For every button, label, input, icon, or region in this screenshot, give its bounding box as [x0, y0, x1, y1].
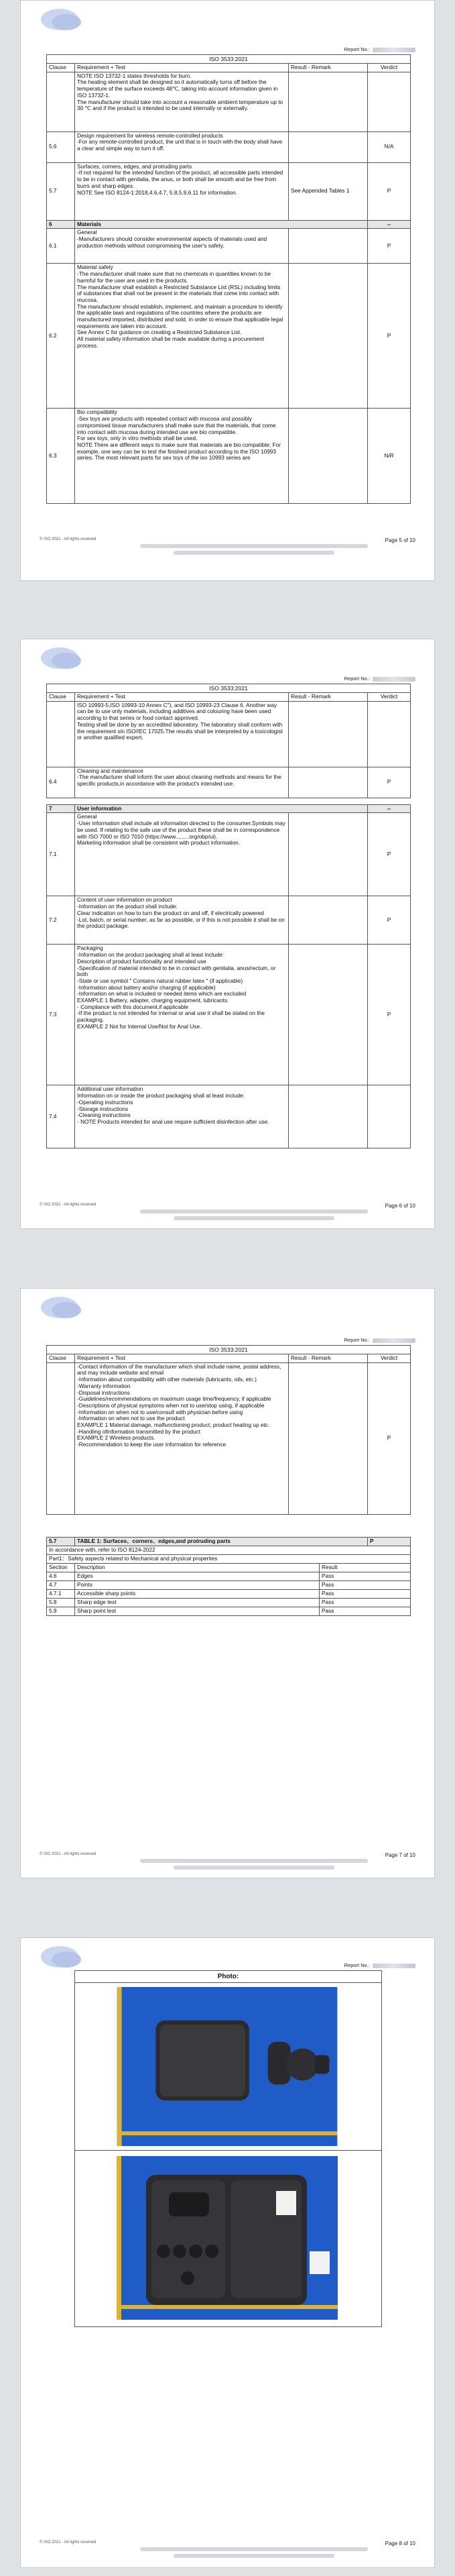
report-number: Report No.: [344, 1962, 415, 1968]
table-row: 4.7 Points Pass [47, 1580, 411, 1589]
header-verdict: Verdict [368, 693, 411, 702]
page-footer: © ISO 2021 - All rights reserved Page 8 of 10 [40, 2540, 415, 2544]
header-clause: Clause [47, 64, 75, 72]
table-row: 5.7 Surfaces, corners, edges, and protruding parts -If not required for the intended function of the product, all accessible parts intended to be in contact with genitalia, the anus, or both shall be smooth and be free from burrs and sharp edges. NOTE See ISO 8124-1:2018,4.6,4.7, 5.8,5.9,6.11 for information. See Appended Tables 1 P [47, 162, 411, 220]
section-row-materials: 6 Materials -- [47, 220, 411, 229]
table-row: 7.3 Packaging -Information on the product packaging shall at least include: Description of product functionality and intended use -Specification of material intended to be in contact with genitalia, anus/rectum, or both -State or use symbol " Contains natural rubber latex " (if applicable) -Information about battery and/or charging (if applicable) -Information on what is included or needed items which are excluded EXAMPLE 1 Battery, adapter, charging equipment, lubricants. - Compliance with this document,if applicable -If the product is not intended for internal or anal use it shall be stated on the packaging. EXAMPLE 2 Not for Internal Use/Not for Anal Use. P [47, 945, 411, 1085]
report-number: Report No.: [344, 676, 415, 682]
table-row: -Contact information of the manufacturer which shall include name, postal address, and may include website and email -Information about compatibility with other materials (lubricants, oils, etc.) -Warranty information -Disposal instructions -Guidelines/recommendations on maximum usage time/frequency, if applicable -Descriptions of physical symptoms when not to use/stop using, if applicable -Information on when not to use/consult with physician before using -Information on when not to use the product EXAMPLE 1 Material damage, malfunctioning product, product heating up etc. -Handling ofinformation transmitted by the product EXAMPLE 2 Wireless products. -Recommendation to keep the user information for reference P [47, 1362, 411, 1514]
header-verdict: Verdict [368, 1354, 411, 1363]
table-row: 6.1 General -Manufacturers should consider environmental aspects of materials used and production methods without compromising the user's safety. P [47, 229, 411, 264]
report-page-7 [20, 1288, 435, 1878]
page-number: Page 6 of 10 [385, 1203, 415, 1209]
page-footer: © ISO 2021 - All rights reserved Page 7 of 10 [40, 1852, 415, 1856]
header-result: Result - Remark [289, 693, 368, 702]
company-logo [40, 1293, 85, 1324]
table-row: 7.1 General -User information shall include all information directed to the consumer.Symbols may be used. If relating to the safe use of the product these shall be in correspondence with ISO 7000 or ISO 7010 (https://www.........org/obp/ui). Marketing information shall be consistent with product information. P [47, 813, 411, 896]
requirements-table [46, 684, 411, 1148]
table-row: 7.4 Additional user information Information on or inside the product packaging shall at least include: -Operating instructions -Storage instructions -Cleaning instructions - NOTE Products intended for anal use require sufficient disinfection after use. [47, 1085, 411, 1148]
table-row: 6.3 Bio compatibility -Sex toys are products with repeated contact with mucosa and possibly compromised tissue manufacturers shall make sure that the materials, that come into contact with mucosa during intended use are bio compatible. For sex toys, only in vitro methods shall be used. NOTE There are different ways to make sure that materials are bio compatible; For example, one way can be to test the finished product according to the ISO 10993 series. The most relevant parts for sex toys of the iso 10993 series are N/R [47, 409, 411, 504]
page-number: Page 5 of 10 [385, 537, 415, 543]
table-row: 7.2 Content of user information on product -Information on the product shall include: Clear indication on how to turn the product on and off, if electrically powered -Lot, batch, or serial number, as far as possible, or if this is not possible it shall be on the product package. P [47, 896, 411, 945]
table-row: 5.6 Design requirement for wireless remote-controlled products -For any remote-controlled product, the unit that is in touch with the body shall have a clear and simple way to turn it off. N/A [47, 131, 411, 162]
report-number: Report No.: [344, 1337, 415, 1343]
page-footer: © ISO 2021 - All rights reserved Page 6 of 10 [40, 1203, 415, 1207]
table-row: 6.2 Material safety -The manufacturer shall make sure that no chemicals in quantities known to be harmful for the user are used in the products. The manufacturer shall establish a Restricted Substance List (RSL) including limits of substances that shall not be present in the materials that come into contact with mucosa. The manufacturer should establish, implement, and maintain a procedure to identify the applicable laws and regulations of the countries where the products are manufactured imported, distributed and sold, in order to ensure that applicable legal requirements are taken into account. See Annex C for guidance on creating a Restricted Substance List. All material safety information shall be made available during a procurement process. P [47, 264, 411, 409]
header-result: Result - Remark [289, 64, 368, 72]
standard-title: ISO 3533:2021 [47, 684, 411, 693]
company-logo [40, 5, 85, 36]
product-photo-closed [75, 1983, 381, 2151]
table-row: 5.8 Sharp edge test Pass [47, 1598, 411, 1607]
header-verdict: Verdict [368, 64, 411, 72]
report-number: Report No.: [344, 46, 415, 52]
table-row: 6.4 Cleaning and maintenance -The manufacturer shall inform the user about cleaning methods and means for the specific products,in accordance with the product's intended use. P [47, 767, 411, 798]
header-clause: Clause [47, 1354, 75, 1363]
requirements-table [46, 54, 411, 504]
header-clause: Clause [47, 693, 75, 702]
page-number: Page 8 of 10 [385, 2540, 415, 2546]
standard-title: ISO 3533:2021 [47, 1346, 411, 1354]
table-row: ISO 10993-5,ISO 10993-10 Annex C"), and ISO 10993-23 Clause 6. Another way can be to use only materials, including additives and colouring have been used according to that series or food contact approved. Testing shall be done by an accredited laboratory. The laboratory shall conform with the requirement sin ISO/IEC 17025.The results shall be interpreted by a toxicologist or another qualified expert. [47, 701, 411, 767]
photo-title: Photo: [75, 1971, 381, 1983]
page-footer: © ISO 2021 - All rights reserved Page 5 of 10 [40, 537, 415, 541]
company-logo [40, 1942, 85, 1973]
product-photo-open [75, 2151, 381, 2325]
company-logo [40, 643, 85, 674]
table-row: 5.9 Sharp point test Pass [47, 1607, 411, 1615]
report-page-5 [20, 0, 435, 581]
header-requirement: Requirement + Test [75, 64, 289, 72]
requirements-table [46, 1345, 411, 1515]
header-result: Result - Remark [289, 1354, 368, 1363]
header-requirement: Requirement + Test [75, 693, 289, 702]
standard-title: ISO 3533:2021 [47, 55, 411, 64]
report-page-8 [20, 1937, 435, 2568]
photo-panel [74, 1970, 382, 2327]
report-page-6 [20, 639, 435, 1229]
appended-table-title: TABLE 1: Surfaces、corners、edges,and protruding parts [75, 1538, 368, 1546]
table-row: 4.6 Edges Pass [47, 1572, 411, 1580]
header-requirement: Requirement + Test [75, 1354, 289, 1363]
table-row: 4.7.1 Accessible sharp points Pass [47, 1589, 411, 1598]
page-number: Page 7 of 10 [385, 1852, 415, 1858]
appended-table-1: 5.7 TABLE 1: Surfaces、corners、edges,and protruding parts P In accordance with, refer to ISO 8124-2022 Part1：Safety aspects related to Mechanical and physical properties Section Description Result 4.6 Edges Pass 4.7 Points Pass 4.7.1 Accessible sharp points Pass 5.8 Sharp edge test Pass 5.9 Sharp point test Pass [46, 1537, 411, 1616]
table-row: NOTE ISO 13732-1 states thresholds for burn. The heating element shall be designed so it automatically turns off before the temperature of the surface exceeds 48℃, taking into account information given in ISO 13732-1. The manufacturer should take into account a reasonable ambient temperature up to 30 ℃ and if the product is intended to be used internally or externally. [47, 72, 411, 131]
section-row-user-information: 7 User information -- [47, 804, 411, 813]
